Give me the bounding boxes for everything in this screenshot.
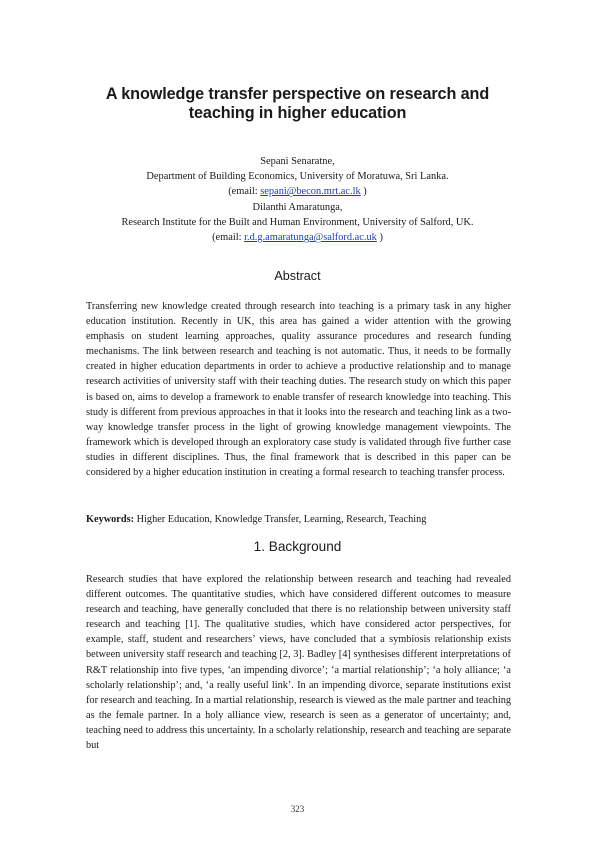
keywords-label: Keywords: [86, 514, 135, 525]
author-2-name: Dilanthi Amaratunga, [252, 201, 343, 213]
page-number: 323 [290, 804, 305, 814]
author-2-email-link[interactable]: r.d.g.amaratunga@salford.ac.uk [244, 232, 377, 244]
author-2-email-prefix: (email: [212, 232, 245, 244]
author-1-email-link[interactable]: sepani@becon.mrt.ac.lk [260, 186, 361, 198]
abstract-text: Transferring new knowledge created through research into teaching is a primary task in any higher education institution. Recently in UK, this area has gained a wider attention with the growing emphasis on student learning approaches, quality assurance procedures and research funding mechanisms. The link between research and teaching is not automatic. Thus, it needs to be formally created in higher education departments in order to achieve a productive relationship and to manage research activities of university staff with their teaching duties. The research study on which this paper is based on, aims to develop a framework to enable transfer of research knowledge into teaching. This study is different from previous approaches in that it looks into the research and teaching link as a two-way knowledge transfer process in the light of growing knowledge management viewpoints. The framework which is developed through an exploratory case study is validated through five further case studies in different disciplines. Thus, the final framework that is described in this paper can be considered by a higher education institution in creating a formal research to teaching transfer process. [86, 301, 511, 479]
author-2-email-suffix: ) [376, 232, 383, 244]
section-heading-background: 1. Background [253, 539, 342, 554]
author-block [60, 154, 535, 245]
paper-title [60, 85, 535, 123]
author-1-name: Sepani Senaratne, [260, 156, 335, 167]
author-1-email-prefix: (email: [228, 186, 261, 198]
keywords-line [86, 512, 511, 527]
author-2-affiliation: Research Institute for the Built and Human Environment, University of Salford, UK. [121, 216, 474, 228]
author-1-email-suffix: ) [360, 186, 367, 198]
author-1-affiliation: Department of Building Economics, University of Moratuwa, Sri Lanka. [146, 171, 449, 183]
abstract-heading: Abstract [274, 269, 321, 283]
paper-title-line-2: teaching in higher education [188, 104, 407, 122]
background-text: Research studies that have explored the relationship between research and teaching had revealed different outcomes. The quantitative studies, which have considered different outcomes to measure research and teaching, have generally concluded that there is no relationship between university staff research and teaching [1]. The qualitative studies, which have considered actor perspectives, for example, staff, student and researchers’ views, have concluded that a symbiosis relationship exists between university staff research and teaching [2, 3]. Badley [4] synthesises different interpretations of R&T relationship into five types, ‘an impending divorce’; ‘a martial relationship’; ‘a holy alliance; ‘a scholarly relationship’; and, ‘a really useful link’. In an impending divorce, separate institutions exist for research and teaching. In a martial relationship, research is viewed as the male partner and teaching as the female partner. In a holy alliance view, research is seen as a generator of uncertainty; and, teaching need to address this uncertainty. In a scholarly relationship, research and teaching are separate but [86, 574, 511, 752]
author-1-email-line [60, 184, 535, 199]
keywords-values: Higher Education, Knowledge Transfer, Learning, Research, Teaching [134, 514, 427, 525]
author-2-email-line [60, 230, 535, 245]
paper-title-line-1: A knowledge transfer perspective on research and [105, 85, 490, 103]
